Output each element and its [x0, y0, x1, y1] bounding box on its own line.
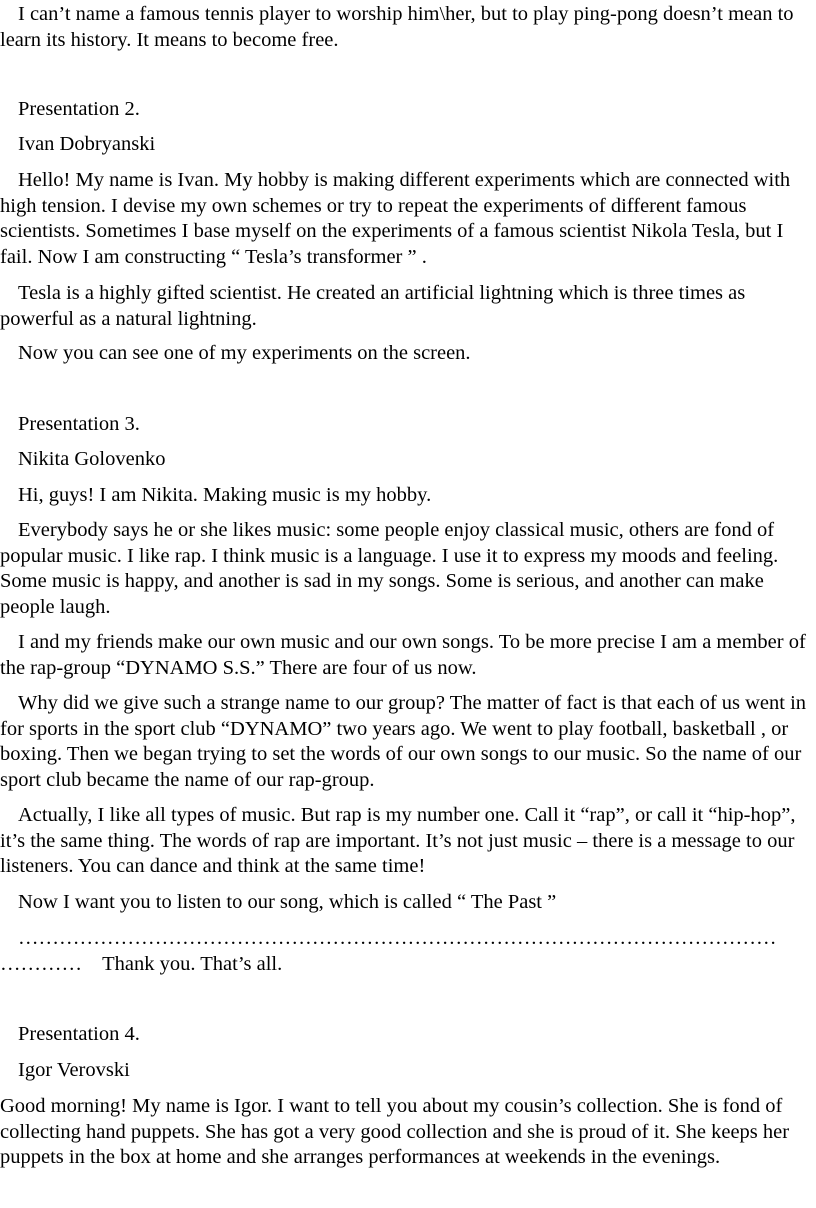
- presentation-4-speaker: Igor Verovski: [18, 1059, 130, 1081]
- presentation-2-speaker: Ivan Dobryanski: [18, 133, 156, 155]
- dotted-line: …………………………………………………………………………………………………: [18, 927, 777, 949]
- presentation-3-paragraph-4: Why did we give such a strange name to our group? The matter of fact is that each of us went in for sports in the sport club “DYNAMO” two years ago. We went to play football, basketball , or boxing. Then we began trying to set the words of our own songs to our music. So the name of our sport club became the name of our rap-group.: [0, 692, 807, 791]
- presentation-3-paragraph-2: Everybody says he or she likes music: some people enjoy classical music, others are fond of popular music. I like rap. I think music is a language. I use it to express my moods and feeling. Some music is happy, and another is sad in my songs. Some is serious, and another can make people laugh.: [0, 519, 779, 618]
- presentation-3-paragraph-6: Now I want you to listen to our song, which is called “ The Past ”: [18, 891, 557, 913]
- presentation-4-heading: Presentation 4.: [18, 1023, 140, 1045]
- presentation-3-heading: Presentation 3.: [18, 413, 140, 435]
- presentation-3-paragraph-5: Actually, I like all types of music. But rap is my number one. Call it “rap”, or call it “hip-hop”, it’s the same thing. The words of rap are important. It’s not just music – there is a message to our listeners. You can dance and think at the same time!: [0, 804, 796, 877]
- presentation-2-paragraph-1: Hello! My name is Ivan. My hobby is making different experiments which are connected with high tension. I devise my own schemes or try to repeat the experiments of different famous scientists. Sometimes I base myself on the experiments of a famous scientist Nikola Tesla, but I fail. Now I am constructing “ Tesla’s transformer ” .: [0, 169, 791, 268]
- presentation-3-speaker: Nikita Golovenko: [18, 448, 166, 470]
- presentation-2-paragraph-2: Tesla is a highly gifted scientist. He created an artificial lightning which is three times as powerful as a natural lightning.: [0, 282, 746, 330]
- presentation-2-heading: Presentation 2.: [18, 98, 140, 120]
- intro-paragraph-tail: I can’t name a famous tennis player to worship him\her, but to play ping-pong doesn’t mean to learn its history. It means to become free.: [0, 3, 794, 51]
- presentation-3-paragraph-3: I and my friends make our own music and our own songs. To be more precise I am a member of the rap-group “DYNAMO S.S.” There are four of us now.: [0, 631, 806, 679]
- presentation-2-paragraph-3: Now you can see one of my experiments on the screen.: [18, 342, 471, 364]
- presentation-3-paragraph-1: Hi, guys! I am Nikita. Making music is my hobby.: [18, 484, 432, 506]
- presentation-3-closing: ………… Thank you. That’s all.: [0, 953, 283, 975]
- presentation-4-paragraph-1: Good morning! My name is Igor. I want to tell you about my cousin’s collection. She is fond of collecting hand puppets. She has got a very good collection and she is proud of it. She keeps her puppets in the box at home and she arranges performances at weekends in the evenings.: [0, 1095, 790, 1168]
